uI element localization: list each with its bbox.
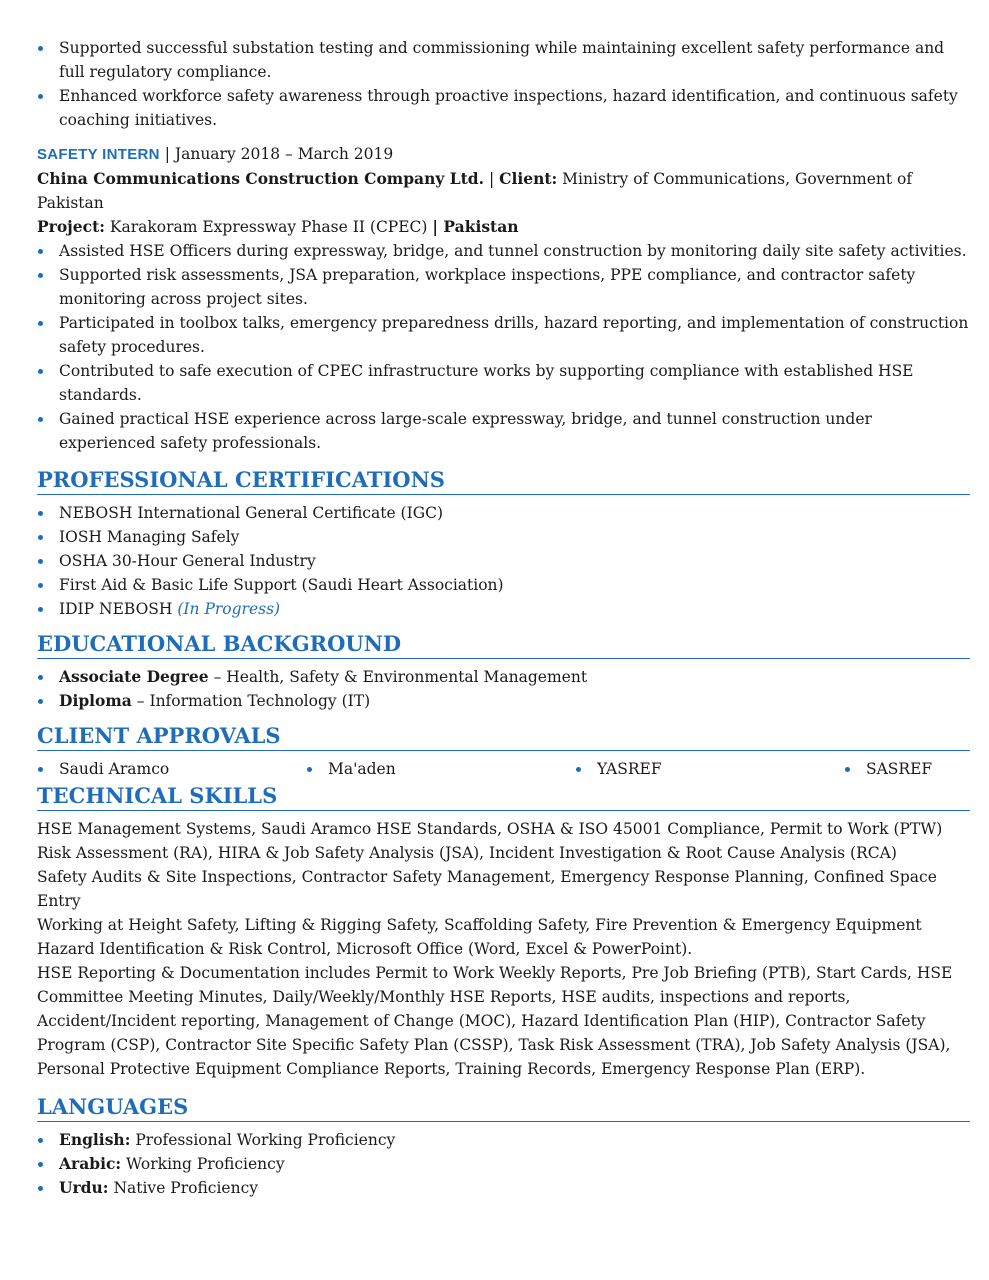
education-heading: EDUCATIONAL BACKGROUND — [37, 631, 970, 659]
language-name: Arabic: — [59, 1154, 122, 1173]
list-item: Ma'aden — [306, 757, 575, 781]
company-line — [37, 167, 970, 215]
language-name: Urdu: — [59, 1178, 109, 1197]
job-title: SAFETY INTERN — [37, 146, 160, 163]
languages-list — [37, 1128, 970, 1200]
experience-bullets — [37, 36, 970, 132]
client-label: Client: — [499, 169, 558, 188]
list-item — [37, 1128, 970, 1152]
separator: | — [484, 170, 500, 188]
list-item — [37, 1176, 970, 1200]
language-level: Working Proficiency — [121, 1155, 285, 1173]
list-item — [37, 597, 970, 621]
list-item: Gained practical HSE experience across large-scale expressway, bridge, and tunnel construction under experienced safety professionals. — [37, 407, 970, 455]
list-item: Enhanced workforce safety awareness through proactive inspections, hazard identification, and continuous safety coaching initiatives. — [37, 84, 970, 132]
cert-name: IDIP NEBOSH — [59, 600, 178, 618]
project-label: Project: — [37, 217, 105, 236]
skills-line: Risk Assessment (RA), HIRA & Job Safety Analysis (JSA), Incident Investigation & Root Cause Analysis (RCA) — [37, 844, 897, 862]
list-item: Supported successful substation testing and commissioning while maintaining excellent safety performance and full regulatory compliance. — [37, 36, 970, 84]
list-item: Supported risk assessments, JSA preparation, workplace inspections, PPE compliance, and contractor safety monitoring across project sites. — [37, 263, 970, 311]
client-name: Ministry of Communications, Government of Pakistan — [37, 170, 913, 212]
list-item — [37, 1152, 970, 1176]
degree-name: Diploma — [59, 691, 132, 710]
separator: | — [159, 145, 175, 163]
project-line — [37, 215, 970, 239]
list-item: YASREF — [575, 757, 844, 781]
skills-paragraph: HSE Reporting & Documentation includes Permit to Work Weekly Reports, Pre Job Briefing (PTB), Start Cards, HSE Committee Meeting Minutes, Daily/Weekly/Monthly HSE Reports, HSE audits, inspections and reports, Accident/Incident reporting, Management of Change (MOC), Hazard Identification Plan (HIP), Contractor Safety Program (CSP), Contractor Site Specific Safety Plan (CSSP), Task Risk Assessment (TRA), Job Safety Analysis (JSA), Personal Protective Equipment Compliance Reports, Training Records, Emergency Response Plan (ERP). — [37, 964, 953, 1078]
company-name: China Communications Construction Company Ltd. — [37, 169, 485, 188]
degree-field: – Health, Safety & Environmental Management — [208, 668, 588, 686]
intern-bullets — [37, 239, 970, 455]
client-approvals-list — [37, 757, 970, 781]
languages-heading: LANGUAGES — [37, 1094, 970, 1122]
language-level: Professional Working Proficiency — [130, 1131, 396, 1149]
list-item — [37, 689, 970, 713]
list-item: IOSH Managing Safely — [37, 525, 970, 549]
degree-field: – Information Technology (IT) — [131, 692, 371, 710]
list-item: Participated in toolbox talks, emergency preparedness drills, hazard reporting, and implementation of construction safety procedures. — [37, 311, 970, 359]
intern-job-header — [37, 142, 970, 239]
degree-name: Associate Degree — [59, 667, 209, 686]
certifications-heading: PROFESSIONAL CERTIFICATIONS — [37, 467, 970, 495]
resume-page — [37, 36, 970, 1200]
list-item: SASREF — [844, 757, 989, 781]
list-item: NEBOSH International General Certificate (IGC) — [37, 501, 970, 525]
skills-line: Working at Height Safety, Lifting & Rigging Safety, Scaffolding Safety, Fire Prevention & Emergency Equipment — [37, 916, 922, 934]
technical-skills-heading: TECHNICAL SKILLS — [37, 783, 970, 811]
project-name: Karakoram Expressway Phase II (CPEC) — [104, 218, 433, 236]
list-item — [37, 665, 970, 689]
job-title-line — [37, 142, 970, 167]
skills-line: Safety Audits & Site Inspections, Contractor Safety Management, Emergency Response Planning, Confined Space Entry — [37, 868, 937, 910]
list-item: Assisted HSE Officers during expressway, bridge, and tunnel construction by monitoring daily site safety activities. — [37, 239, 970, 263]
list-item: OSHA 30-Hour General Industry — [37, 549, 970, 573]
language-name: English: — [59, 1130, 131, 1149]
in-progress-note: (In Progress) — [177, 600, 281, 618]
certifications-list — [37, 501, 970, 621]
skills-line: HSE Management Systems, Saudi Aramco HSE Standards, OSHA & ISO 45001 Compliance, Permit to Work (PTW) — [37, 820, 943, 838]
list-item: First Aid & Basic Life Support (Saudi Heart Association) — [37, 573, 970, 597]
technical-skills-body — [37, 817, 970, 1081]
education-list — [37, 665, 970, 713]
skills-line: Hazard Identification & Risk Control, Microsoft Office (Word, Excel & PowerPoint). — [37, 940, 693, 958]
list-item: Contributed to safe execution of CPEC infrastructure works by supporting compliance with established HSE standards. — [37, 359, 970, 407]
language-level: Native Proficiency — [108, 1179, 259, 1197]
client-approvals-heading: CLIENT APPROVALS — [37, 723, 970, 751]
project-location: | Pakistan — [432, 217, 519, 236]
job-dates: January 2018 – March 2019 — [174, 145, 394, 163]
list-item: Saudi Aramco — [37, 757, 306, 781]
